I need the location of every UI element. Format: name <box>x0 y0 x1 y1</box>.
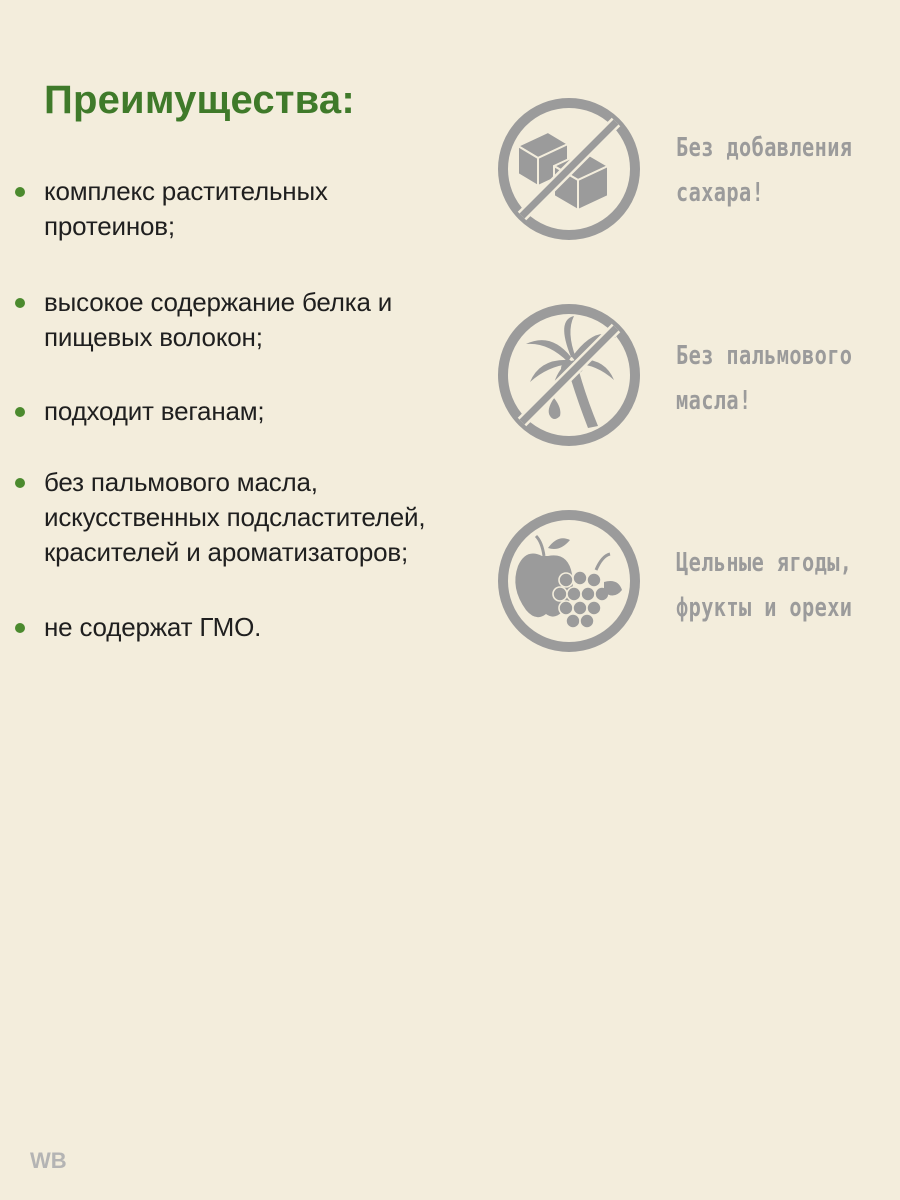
benefits-list <box>0 0 480 700</box>
benefit-text: подходит веганам; <box>44 396 265 426</box>
watermark: WB <box>30 1148 67 1173</box>
bullet-icon <box>15 187 25 197</box>
benefit-item <box>44 394 484 429</box>
benefit-text: протеинов; <box>44 211 175 241</box>
benefit-text: не содержат ГМО. <box>44 612 262 642</box>
feature-line: Без пальмового <box>676 341 853 371</box>
feature-text-palm <box>676 334 853 424</box>
bullet-icon <box>15 478 25 488</box>
feature-line: Цельные ягоды, <box>676 548 853 578</box>
benefit-text: искусственных подсластителей, <box>44 502 426 532</box>
feature-line: сахара! <box>676 178 765 208</box>
benefit-item <box>44 610 484 645</box>
benefit-text: пищевых волокон; <box>44 322 263 352</box>
benefit-text: высокое содержание белка и <box>44 287 393 317</box>
feature-line: Без добавления <box>676 133 853 163</box>
fruits-berries-icon <box>496 508 642 654</box>
feature-text-sugar <box>676 126 853 216</box>
benefit-item <box>44 285 484 355</box>
benefit-text: комплекс растительных <box>44 176 328 206</box>
feature-line: масла! <box>676 386 752 416</box>
feature-line: фрукты и орехи <box>676 593 853 623</box>
benefit-text: без пальмового масла, <box>44 467 318 497</box>
bullet-icon <box>15 298 25 308</box>
bullet-icon <box>15 623 25 633</box>
page-title: Преимущества: <box>44 78 355 122</box>
benefit-text: красителей и ароматизаторов; <box>44 537 408 567</box>
no-palm-oil-icon <box>496 302 642 448</box>
bullet-icon <box>15 407 25 417</box>
benefit-item <box>44 465 484 570</box>
feature-text-fruits <box>676 541 853 631</box>
benefit-item <box>44 174 484 244</box>
no-sugar-icon <box>496 96 642 242</box>
